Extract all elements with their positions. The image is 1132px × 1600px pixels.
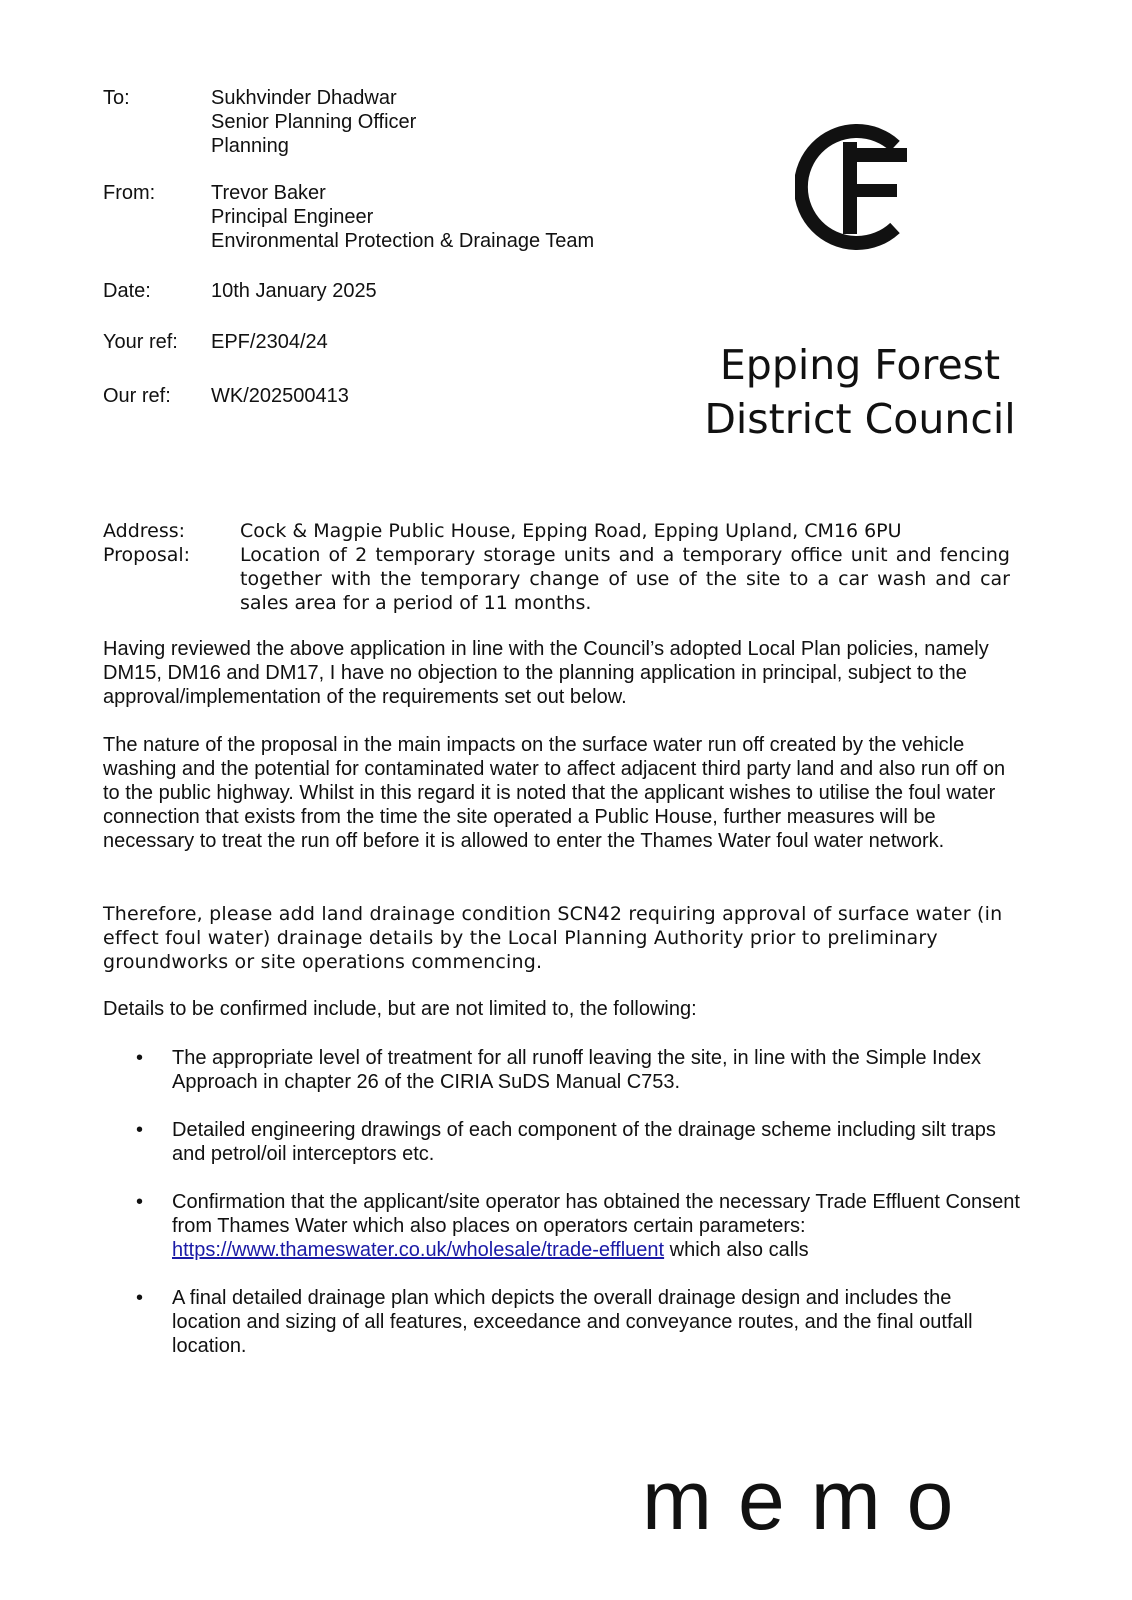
- council-name: [680, 338, 1040, 446]
- council-name-line2: District Council: [704, 395, 1016, 443]
- from-block: [211, 181, 594, 253]
- list-item-tail: which also calls: [664, 1239, 809, 1261]
- to-department: Planning: [211, 135, 289, 157]
- proposal-label: Proposal:: [103, 544, 191, 566]
- list-item-text: The appropriate level of treatment for all runoff leaving the site, in line with the Simple Index Approach in chapter 26 of the CIRIA SuDS Manual C753.: [172, 1047, 981, 1093]
- proposal-value: Location of 2 temporary storage units and a temporary office unit and fencing together with the temporary change of use of the site to a car wash and car sales area for a period of 11 months.: [240, 544, 1010, 614]
- from-team: Environmental Protection & Drainage Team: [211, 230, 595, 252]
- to-title: Senior Planning Officer: [211, 111, 417, 133]
- to-name: Sukhvinder Dhadwar: [211, 87, 397, 109]
- list-item-text: Confirmation that the applicant/site operator has obtained the necessary Trade Effluent Consent from Thames Water which also places on operators certain parameters:: [172, 1191, 1020, 1237]
- date-label: Date:: [103, 280, 151, 302]
- our-ref-value: WK/202500413: [211, 385, 349, 407]
- details-list: [103, 1046, 1023, 1382]
- your-ref-label: Your ref:: [103, 331, 178, 353]
- paragraph-details-intro: Details to be confirmed include, but are not limited to, the following:: [103, 998, 697, 1020]
- trade-effluent-link[interactable]: https://www.thameswater.co.uk/wholesale/trade-effluent: [172, 1239, 665, 1261]
- efdc-logo-icon: [795, 118, 915, 256]
- list-item: [103, 1286, 1023, 1358]
- list-item-text: A final detailed drainage plan which depicts the overall drainage design and includes the location and sizing of all features, exceedance and conveyance routes, and the final outfall location.: [172, 1287, 973, 1357]
- our-ref-label: Our ref:: [103, 385, 171, 407]
- list-item: [103, 1046, 1023, 1094]
- from-name: Trevor Baker: [211, 182, 326, 204]
- address-label: Address:: [103, 520, 186, 542]
- from-label: From:: [103, 182, 156, 204]
- bullet-marker: •: [136, 1119, 144, 1141]
- paragraph-review: Having reviewed the above application in line with the Council’s adopted Local Plan policies, namely DM15, DM16 and DM17, I have no objection to the planning application in principal, subject to the approval/implementation of the requirements set out below.: [103, 638, 989, 708]
- list-item: [103, 1190, 1023, 1262]
- to-block: [211, 86, 416, 158]
- paragraph-nature: The nature of the proposal in the main impacts on the surface water run off created by the vehicle washing and the potential for contaminated water to affect adjacent third party land and also run off on to the public highway. Whilst in this regard it is noted that the applicant wishes to utilise the foul water connection that exists from the time the site operated a Public House, further measures will be necessary to treat the run off before it is allowed to enter the Thames Water foul water network.: [103, 734, 1006, 852]
- date-value: 10th January 2025: [211, 280, 377, 302]
- list-item: [103, 1118, 1023, 1166]
- from-title: Principal Engineer: [211, 206, 374, 228]
- council-name-line1: Epping Forest: [719, 341, 1001, 389]
- bullet-marker: •: [136, 1287, 144, 1309]
- bullet-marker: •: [136, 1047, 144, 1069]
- list-item-text: Detailed engineering drawings of each component of the drainage scheme including silt traps and petrol/oil interceptors etc.: [172, 1119, 996, 1165]
- bullet-marker: •: [136, 1191, 144, 1213]
- to-label: To:: [103, 87, 130, 109]
- memo-wordmark: memo: [642, 1453, 980, 1547]
- address-value: Cock & Magpie Public House, Epping Road, Epping Upland, CM16 6PU: [240, 520, 902, 542]
- paragraph-condition: Therefore, please add land drainage condition SCN42 requiring approval of surface water (in effect foul water) drainage details by the Local Planning Authority prior to preliminary groundworks or site operations commencing.: [103, 903, 1003, 973]
- your-ref-value: EPF/2304/24: [211, 331, 328, 353]
